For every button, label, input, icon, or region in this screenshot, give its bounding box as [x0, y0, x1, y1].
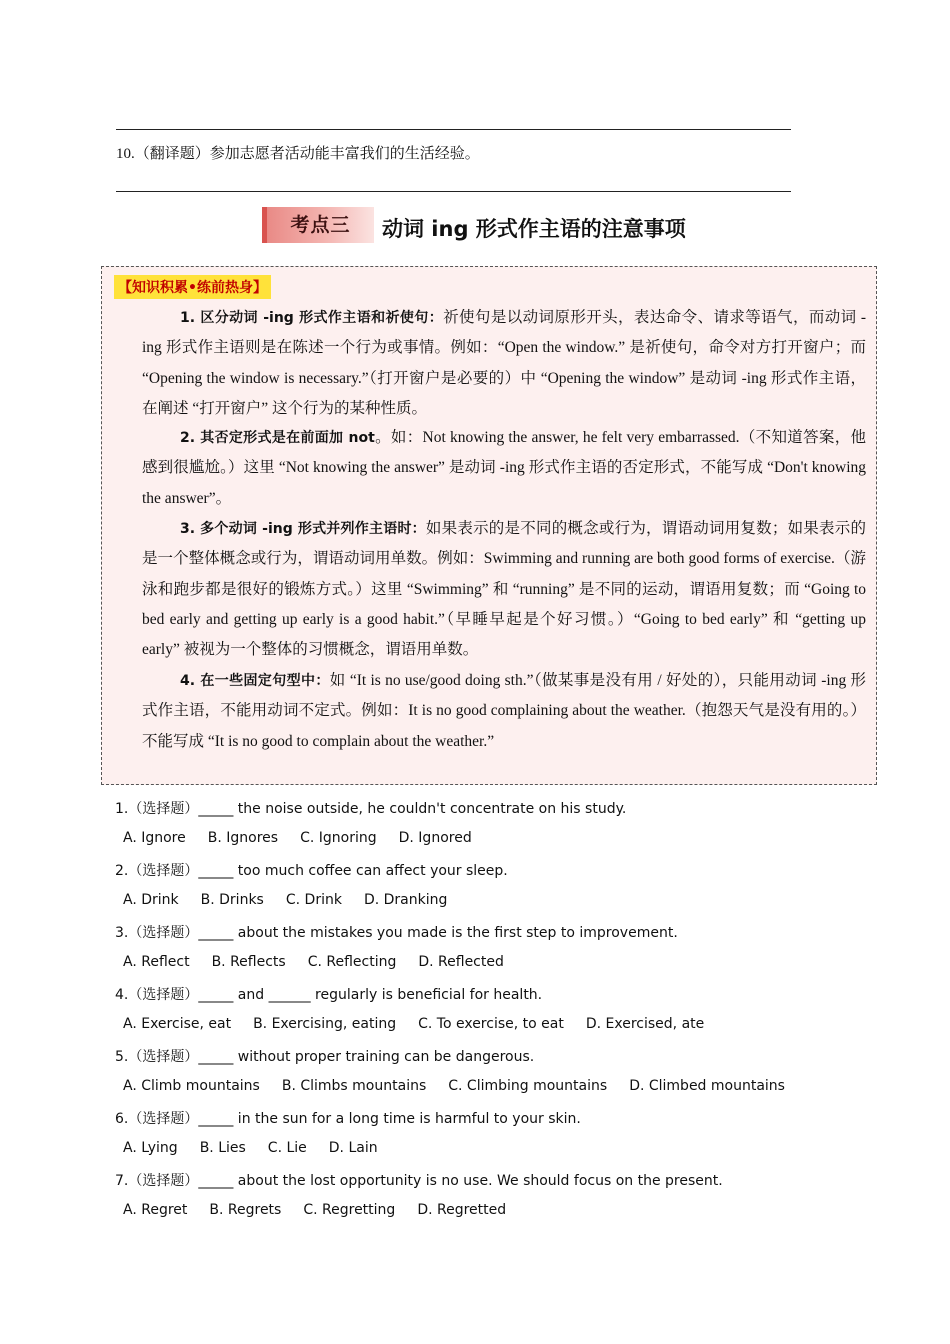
point-heading: 4. 在一些固定句型中：: [180, 673, 330, 689]
question-options: [123, 892, 469, 908]
option[interactable]: D. Climbed mountains: [629, 1078, 785, 1094]
option[interactable]: A. Lying: [123, 1140, 178, 1156]
option[interactable]: B. Ignores: [207, 830, 279, 846]
option[interactable]: A. Reflect: [123, 954, 190, 970]
knowledge-point-4: [142, 666, 866, 757]
question-options: [123, 1202, 528, 1218]
option[interactable]: B. Exercising, eating: [253, 1016, 397, 1032]
question-stem: 1.（选择题）_____ the noise outside, he couldn't concentrate on his study.: [115, 801, 627, 817]
point-body: 祈使句是以动词原形开头，表达命令、请求等语气，而动词 -ing 形式作主语则是在陈述一个行为或事情。例如：“Open the window.” 是祈使句，命令对方打开窗户；而 “Opening the window is necessary.”（打开窗户是必要的）中 “Opening the window” 是动词 -ing 形式作主语，在阐述 “打开窗户” 这个行为的某种性质。: [142, 309, 866, 417]
question-options: [123, 1078, 807, 1094]
question-options: [123, 1016, 726, 1032]
option[interactable]: A. Climb mountains: [123, 1078, 260, 1094]
option[interactable]: B. Regrets: [209, 1202, 282, 1218]
question-stem: 4.（选择题）_____ and ______ regularly is beneficial for health.: [115, 987, 543, 1003]
option[interactable]: D. Reflected: [418, 954, 504, 970]
question-stem: 6.（选择题）_____ in the sun for a long time is harmful to your skin.: [115, 1111, 581, 1127]
knowledge-point-1: [142, 303, 866, 424]
section-title: 动词 ing 形式作主语的注意事项: [382, 217, 686, 241]
question-stem: 3.（选择题）_____ about the mistakes you made is the first step to improvement.: [115, 925, 678, 941]
section-tag: 考点三: [262, 207, 374, 243]
question-options: [123, 954, 526, 970]
point-heading: 3. 多个动词 -ing 形式并列作主语时：: [180, 521, 426, 537]
option[interactable]: C. To exercise, to eat: [418, 1016, 564, 1032]
option[interactable]: D. Dranking: [363, 892, 448, 908]
option[interactable]: C. Drink: [285, 892, 342, 908]
question-stem: 7.（选择题）_____ about the lost opportunity is no use. We should focus on the present.: [115, 1173, 723, 1189]
option[interactable]: A. Exercise, eat: [123, 1016, 232, 1032]
option[interactable]: A. Regret: [123, 1202, 188, 1218]
option[interactable]: B. Reflects: [211, 954, 286, 970]
option[interactable]: C. Climbing mountains: [448, 1078, 608, 1094]
answer-line: [116, 191, 791, 192]
question-stem: 5.（选择题）_____ without proper training can be dangerous.: [115, 1049, 535, 1065]
option[interactable]: A. Drink: [123, 892, 179, 908]
knowledge-label: 【知识积累•练前热身】: [114, 275, 271, 299]
option[interactable]: C. Regretting: [303, 1202, 396, 1218]
option[interactable]: D. Exercised, ate: [585, 1016, 705, 1032]
option[interactable]: B. Lies: [199, 1140, 246, 1156]
section-header: [262, 207, 822, 245]
knowledge-point-3: [142, 514, 866, 665]
point-body: 如果表示的是不同的概念或行为，谓语动词用复数；如果表示的是一个整体概念或行为，谓语动词用单数。例如：Swimming and running are both good forms of exercise.（游泳和跑步都是很好的锻炼方式。）这里 “Swimming” 和 “running” 是不同的运动，谓语用复数；而 “Going to bed early and getting up early is a good habit.”（早睡早起是个好习惯。）“Going to bed early” 和 “getting up early” 被视为一个整体的习惯概念，谓语用单数。: [142, 520, 866, 659]
knowledge-box: [101, 266, 877, 785]
option[interactable]: A. Ignore: [123, 830, 186, 846]
point-body: 。如：Not knowing the answer, he felt very embarrassed.（不知道答案，他感到很尴尬。）这里 “Not knowing the answer” 是动词 -ing 形式作主语的否定形式，不能写成 “Don't knowing the answer”。: [142, 429, 866, 507]
option[interactable]: D. Lain: [328, 1140, 378, 1156]
knowledge-point-2: [142, 423, 866, 514]
option[interactable]: C. Lie: [267, 1140, 307, 1156]
option[interactable]: C. Ignoring: [300, 830, 377, 846]
question-10: 10.（翻译题）参加志愿者活动能丰富我们的生活经验。: [116, 146, 480, 162]
option[interactable]: C. Reflecting: [307, 954, 397, 970]
point-heading: 2. 其否定形式是在前面加 not: [180, 430, 375, 446]
option[interactable]: D. Ignored: [398, 830, 472, 846]
answer-line: [116, 129, 791, 130]
option[interactable]: D. Regretted: [417, 1202, 507, 1218]
point-body: 如 “It is no use/good doing sth.”（做某事是没有用 / 好处的），只能用动词 -ing 形式作主语，不能用动词不定式。例如：It is no good complaining about the weather.（抱怨天气是没有用的。）不能写成 “It is no good to complain about the weather.”: [142, 672, 866, 750]
question-options: [123, 1140, 400, 1156]
option[interactable]: B. Climbs mountains: [281, 1078, 427, 1094]
option[interactable]: B. Drinks: [200, 892, 264, 908]
question-stem: 2.（选择题）_____ too much coffee can affect your sleep.: [115, 863, 508, 879]
point-heading: 1. 区分动词 -ing 形式作主语和祈使句：: [180, 310, 444, 326]
question-options: [123, 830, 494, 846]
